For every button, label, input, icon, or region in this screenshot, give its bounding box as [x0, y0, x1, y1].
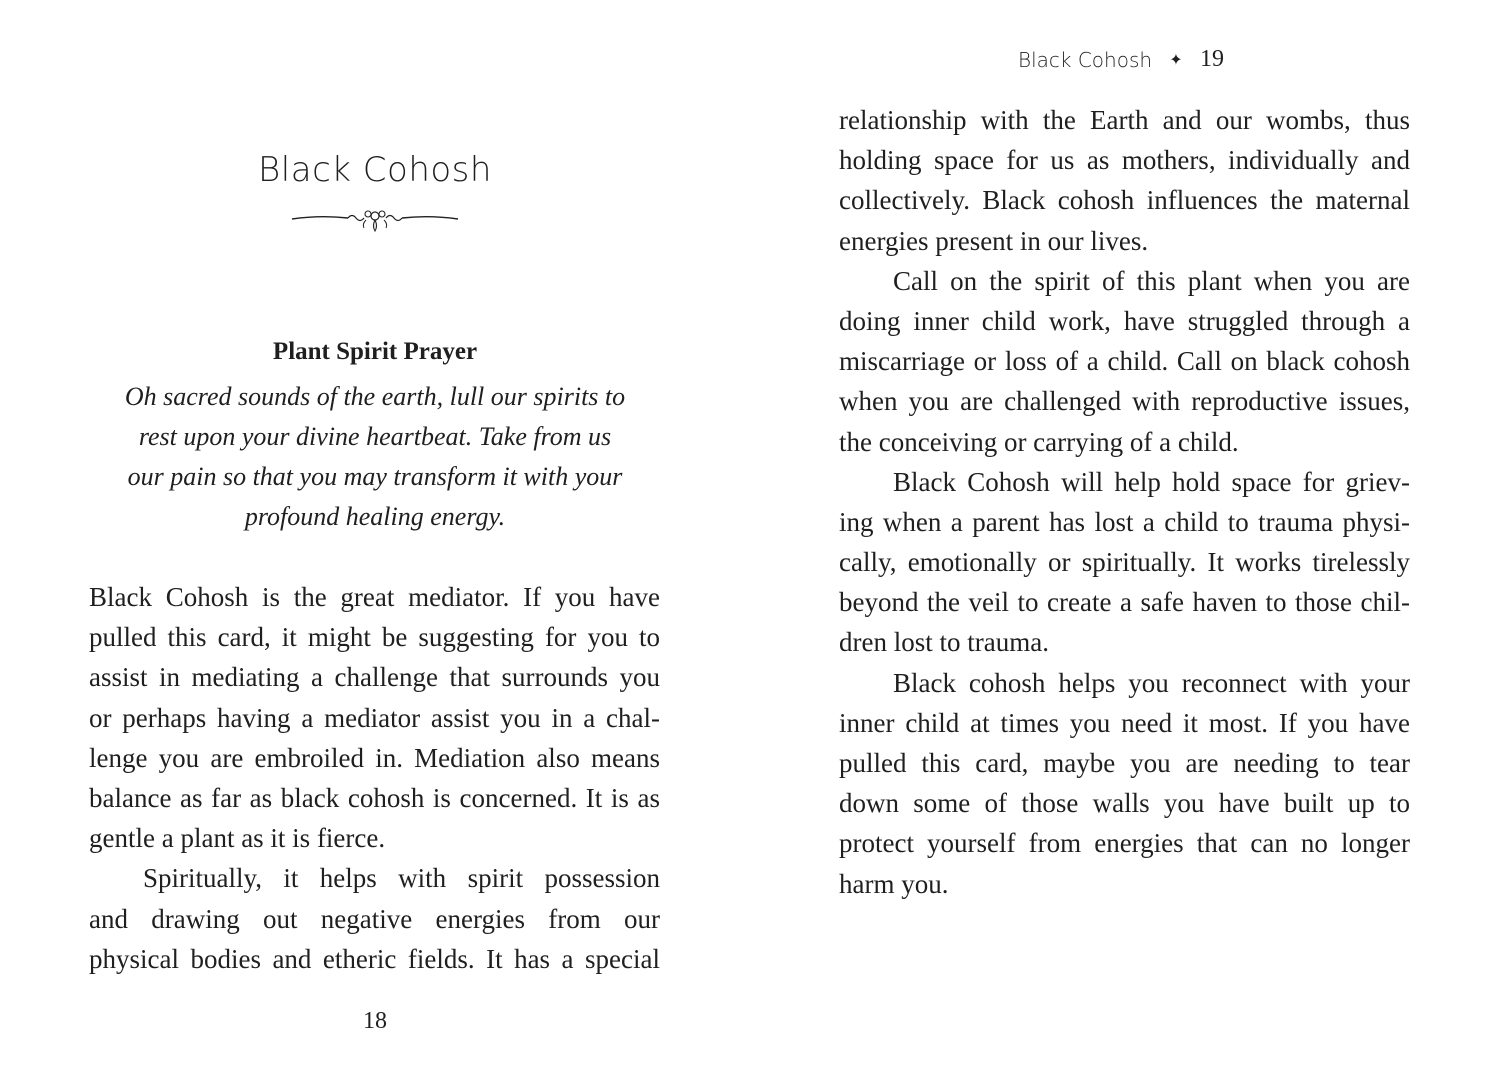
running-head-title: Black Cohosh: [1018, 47, 1153, 72]
body-line: pulled this card, maybe you are needing to tear: [839, 748, 1410, 778]
prayer-heading: Plant Spirit Prayer: [272, 338, 478, 365]
chapter-title: Black Cohosh: [258, 150, 492, 190]
body-line: pulled this card, it might be suggesting for you to: [89, 622, 660, 653]
body-line: assist in mediating a challenge that surrounds you: [89, 662, 660, 693]
running-head: [1018, 46, 1224, 73]
prayer-line: our pain so that you may transform it with your: [127, 462, 623, 491]
body-line: relationship with the Earth and our wombs, thus: [839, 105, 1410, 135]
body-line: Black cohosh helps you reconnect with your: [893, 667, 1410, 698]
prayer-line: profound healing energy.: [244, 502, 506, 531]
right-body-text: [839, 100, 1410, 904]
body-line: energies present in our lives.: [839, 225, 1149, 256]
body-line: protect yourself from energies that can no longer: [839, 828, 1410, 859]
floral-divider-icon: [290, 204, 460, 234]
left-body-text: [89, 577, 660, 979]
body-line: gentle a plant as it is fierce.: [89, 823, 386, 854]
prayer-text: [0, 377, 750, 537]
body-line: Call on the spirit of this plant when you are: [893, 265, 1410, 296]
body-line: dren lost to trauma.: [839, 627, 1049, 658]
body-line: lenge you are embroiled in. Mediation also means: [89, 742, 660, 773]
star-separator-icon: ✦: [1169, 50, 1183, 69]
body-line: collectively. Black cohosh influences the maternal: [839, 185, 1410, 216]
body-line: and drawing out negative energies from our: [89, 903, 660, 934]
body-line: holding space for us as mothers, individually and: [839, 145, 1410, 176]
body-line: Black Cohosh is the great mediator. If you have: [89, 582, 660, 612]
body-line: cally, emotionally or spiritually. It works tirelessly: [839, 547, 1410, 578]
body-line: or perhaps having a mediator assist you in a chal-: [89, 702, 660, 733]
prayer-line: rest upon your divine heartbeat. Take from us: [138, 422, 612, 451]
body-line: miscarriage or loss of a child. Call on black cohosh: [839, 346, 1410, 377]
body-line: ing when a parent has lost a child to trauma physi-: [839, 506, 1410, 537]
body-line: Spiritually, it helps with spirit possession: [143, 863, 660, 894]
body-line: balance as far as black cohosh is concerned. It is as: [89, 782, 660, 813]
body-line: doing inner child work, have struggled through a: [839, 305, 1410, 336]
body-line: when you are challenged with reproductive issues,: [839, 386, 1410, 417]
right-page: [750, 0, 1500, 1071]
prayer-line: Oh sacred sounds of the earth, lull our spirits to: [124, 382, 626, 411]
body-line: Black Cohosh will help hold space for griev-: [893, 466, 1410, 497]
body-line: down some of those walls you have built up to: [839, 788, 1410, 819]
body-line: the conceiving or carrying of a child.: [839, 426, 1239, 457]
page-number: 18: [363, 1008, 387, 1034]
body-line: harm you.: [839, 868, 949, 899]
body-line: physical bodies and etheric fields. It has a special: [89, 943, 660, 974]
page-number: 19: [1200, 46, 1224, 72]
body-line: beyond the veil to create a safe haven to those chil-: [839, 587, 1410, 618]
body-line: inner child at times you need it most. If you have: [839, 707, 1410, 738]
